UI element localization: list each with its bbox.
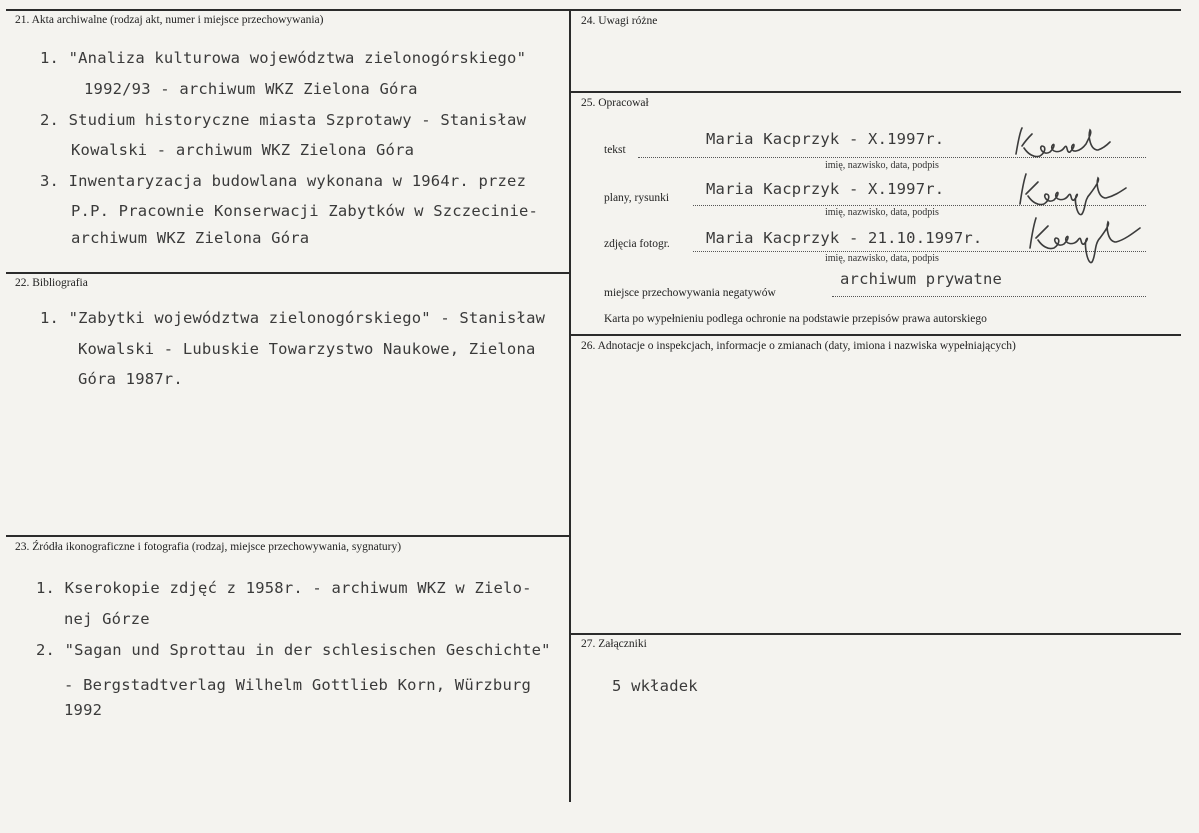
row-label-text: tekst	[604, 144, 626, 156]
section-26-header: 26. Adnotacje o inspekcjach, informacje o zmianach (daty, imiona i nazwiska wypełniających)	[581, 340, 1016, 352]
bibliography-line: Kowalski - Lubuskie Towarzystwo Naukowe, Zielona	[78, 340, 536, 358]
archive-line: Kowalski - archiwum WKZ Zielona Góra	[71, 141, 415, 159]
negatives-dotted-line	[832, 296, 1146, 297]
section-23-header: 23. Źródła ikonograficzne i fotografia (rodzaj, miejsce przechowywania, sygnatury)	[15, 541, 402, 553]
archive-line: 3. Inwentaryzacja budowlana wykonana w 1964r. przez	[40, 172, 527, 190]
divider-21-22	[6, 272, 569, 274]
section-24-header: 24. Uwagi różne	[581, 15, 658, 27]
bibliography-line: Góra 1987r.	[78, 370, 183, 388]
top-border	[6, 9, 1181, 11]
column-divider	[569, 9, 571, 802]
section-22-header: 22. Bibliografia	[15, 277, 88, 289]
copyright-note: Karta po wypełnieniu podlega ochronie na podstawie przepisów prawa autorskiego	[604, 313, 987, 325]
bibliography-line: 1. "Zabytki województwa zielonogórskiego" - Stanisław	[40, 309, 546, 327]
archive-line: archiwum WKZ Zielona Góra	[71, 229, 310, 247]
plans-author-value: Maria Kacprzyk - X.1997r.	[706, 180, 945, 198]
iconography-line: - Bergstadtverlag Wilhelm Gottlieb Korn, Würzburg	[64, 676, 532, 694]
archive-line: 1992/93 - archiwum WKZ Zielona Góra	[84, 80, 418, 98]
section-25-header: 25. Opracował	[581, 97, 649, 109]
divider-25-26	[570, 334, 1181, 336]
archive-line: 2. Studium historyczne miasta Szprotawy - Stanisław	[40, 111, 527, 129]
iconography-line: 1992	[64, 701, 103, 719]
signature-image	[1010, 124, 1120, 168]
iconography-line: 1. Kserokopie zdjęć z 1958r. - archiwum WKZ w Zielo-	[36, 579, 532, 597]
archive-line: P.P. Pracownie Konserwacji Zabytków w Szczecinie-	[71, 202, 539, 220]
iconography-line: 2. "Sagan und Sprottau in der schlesischen Geschichte"	[36, 641, 551, 659]
iconography-line: nej Górze	[64, 610, 150, 628]
section-27-header: 27. Załączniki	[581, 638, 647, 650]
section-21-header: 21. Akta archiwalne (rodzaj akt, numer i miejsce przechowywania)	[15, 14, 324, 26]
row-label-photos: zdjęcia fotogr.	[604, 238, 670, 250]
negatives-label: miejsce przechowywania negatywów	[604, 287, 776, 299]
plans-caption: imię, nazwisko, data, podpis	[825, 207, 939, 218]
photos-author-value: Maria Kacprzyk - 21.10.1997r.	[706, 229, 983, 247]
divider-22-23	[6, 535, 569, 537]
divider-24-25	[570, 91, 1181, 93]
photos-caption: imię, nazwisko, data, podpis	[825, 253, 939, 264]
negatives-value: archiwum prywatne	[840, 270, 1003, 288]
row-label-plans: plany, rysunki	[604, 192, 670, 204]
archive-line: 1. "Analiza kulturowa województwa zielonogórskiego"	[40, 49, 527, 67]
text-author-value: Maria Kacprzyk - X.1997r.	[706, 130, 945, 148]
attachments-value: 5 wkładek	[612, 677, 698, 695]
text-caption: imię, nazwisko, data, podpis	[825, 160, 939, 171]
divider-26-27	[570, 633, 1181, 635]
signature-image	[1022, 214, 1146, 270]
